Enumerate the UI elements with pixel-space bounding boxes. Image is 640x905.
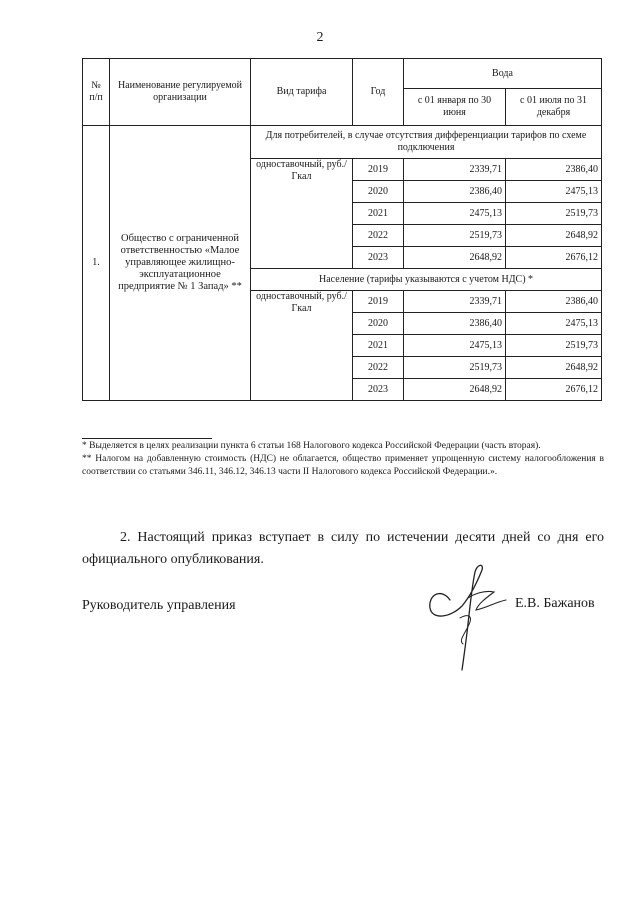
tariff-value-h2: 2676,12 <box>506 379 602 401</box>
tariff-value-h2: 2475,13 <box>506 181 602 203</box>
tariff-value-h1: 2519,73 <box>404 225 506 247</box>
tariff-type: одноставочный, руб./Гкал <box>251 159 353 269</box>
group-title: Население (тарифы указываются с учетом НДС) * <box>251 269 602 291</box>
year-cell: 2023 <box>353 379 404 401</box>
tariff-value-h1: 2475,13 <box>404 335 506 357</box>
tariff-value-h1: 2386,40 <box>404 313 506 335</box>
tariff-value-h1: 2339,71 <box>404 291 506 313</box>
header-year: Год <box>353 59 404 126</box>
tariff-value-h2: 2676,12 <box>506 247 602 269</box>
year-cell: 2021 <box>353 335 404 357</box>
header-tariff-type: Вид тарифа <box>251 59 353 126</box>
footnote-2: ** Налогом на добавленную стоимость (НДС) не облагается, общество применяет упрощенную систему налогообложения в соответствии со статьями 346.11, 346.12, 346.13 части II Налогового кодекса Российской Федерации.». <box>82 454 604 477</box>
footnote-1: * Выделяется в целях реализации пункта 6 статьи 168 Налогового кодекса Российской Федерации (часть вторая). <box>82 441 541 451</box>
year-cell: 2022 <box>353 357 404 379</box>
signatory-role: Руководитель управления <box>82 598 236 613</box>
signatory-name: Е.В. Бажанов <box>515 596 595 611</box>
tariff-value-h1: 2386,40 <box>404 181 506 203</box>
organization-name: Общество с ограниченной ответственностью «Малое управляющее жилищно-эксплуатационное предприятие № 1 Запад» ** <box>110 126 251 401</box>
year-cell: 2021 <box>353 203 404 225</box>
tariff-value-h1: 2475,13 <box>404 203 506 225</box>
tariff-value-h2: 2648,92 <box>506 357 602 379</box>
tariff-table <box>82 58 602 401</box>
tariff-value-h2: 2386,40 <box>506 291 602 313</box>
year-cell: 2019 <box>353 291 404 313</box>
tariff-value-h1: 2339,71 <box>404 159 506 181</box>
tariff-value-h1: 2648,92 <box>404 247 506 269</box>
group-title: Для потребителей, в случае отсутствия дифференциации тарифов по схеме подключения <box>251 126 602 159</box>
tariff-value-h2: 2475,13 <box>506 313 602 335</box>
header-org: Наименование регулируемой организации <box>110 59 251 126</box>
year-cell: 2020 <box>353 313 404 335</box>
tariff-value-h2: 2648,92 <box>506 225 602 247</box>
footnotes <box>82 438 604 479</box>
year-cell: 2020 <box>353 181 404 203</box>
header-water: Вода <box>404 59 602 89</box>
tariff-value-h1: 2648,92 <box>404 379 506 401</box>
row-number: 1. <box>83 126 110 401</box>
effective-date-paragraph: 2. Настоящий приказ вступает в силу по истечении десяти дней со дня его официального опубликования. <box>82 530 604 567</box>
header-period-2: с 01 июля по 31 декабря <box>506 89 602 126</box>
footnote-divider <box>82 438 212 439</box>
table-header-row <box>83 59 602 89</box>
tariff-type: одноставочный, руб./Гкал <box>251 291 353 401</box>
page-number: 2 <box>316 30 324 45</box>
tariff-value-h2: 2386,40 <box>506 159 602 181</box>
group-title-row <box>83 126 602 159</box>
tariff-value-h1: 2519,73 <box>404 357 506 379</box>
header-num: № п/п <box>83 59 110 126</box>
year-cell: 2022 <box>353 225 404 247</box>
year-cell: 2019 <box>353 159 404 181</box>
handwritten-signature <box>420 558 515 673</box>
header-period-1: с 01 января по 30 июня <box>404 89 506 126</box>
year-cell: 2023 <box>353 247 404 269</box>
tariff-value-h2: 2519,73 <box>506 203 602 225</box>
tariff-value-h2: 2519,73 <box>506 335 602 357</box>
